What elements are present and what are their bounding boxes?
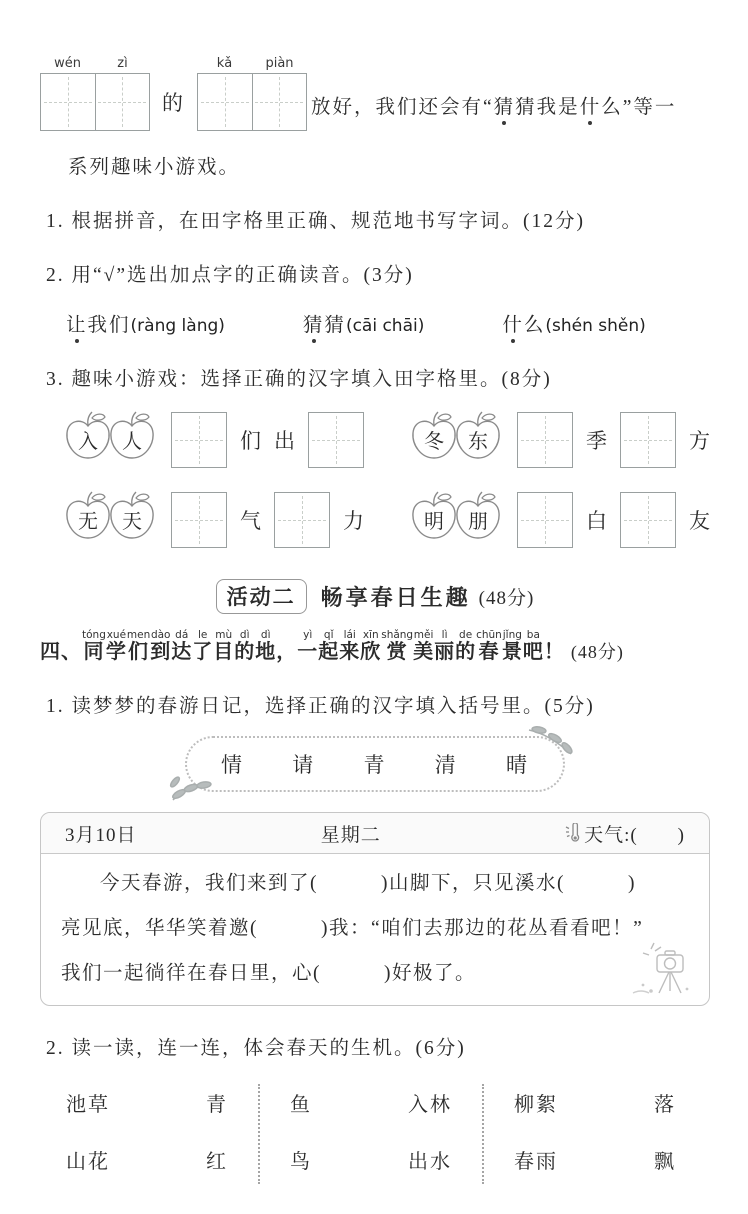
ruby-char: 四 bbox=[40, 641, 61, 663]
hanzi-char: 方 bbox=[689, 429, 710, 453]
intro-sentence bbox=[311, 91, 676, 119]
bank-character: 请 bbox=[292, 753, 316, 777]
match-word: 青 bbox=[206, 1094, 228, 1116]
answer-tianzige bbox=[620, 492, 676, 548]
hanzi-char: 猜 bbox=[303, 309, 325, 337]
writing-grid-word2 bbox=[197, 56, 307, 131]
leaf-decoration-icon bbox=[167, 760, 231, 804]
diary-weather bbox=[565, 820, 685, 847]
tianzige-grid bbox=[40, 73, 150, 131]
diary-weather-label: 天气:( ) bbox=[584, 824, 685, 846]
pinyin-syllable: zì bbox=[117, 56, 128, 71]
match-right-column bbox=[654, 1088, 676, 1174]
pinyin-syllable: kǎ bbox=[216, 56, 233, 71]
question-3-row bbox=[62, 409, 710, 471]
match-word: 池草 bbox=[66, 1094, 110, 1116]
ruby-char: 同tóng bbox=[82, 629, 106, 663]
match-word: 鱼 bbox=[290, 1094, 312, 1116]
ruby-char: 春chūn bbox=[476, 629, 502, 663]
ruby-char: 的de bbox=[455, 629, 477, 663]
diary-date: 3月10日 bbox=[65, 824, 137, 846]
word-bank-characters bbox=[185, 736, 565, 792]
ruby-char: 、 bbox=[61, 641, 82, 663]
pinyin-options: (ràng làng) bbox=[130, 316, 225, 336]
answer-tianzige bbox=[274, 492, 330, 548]
activity-badge: 活动二 bbox=[216, 579, 307, 614]
match-word: 山花 bbox=[66, 1151, 110, 1173]
tianzige-grid bbox=[197, 73, 307, 131]
writing-grid-word1 bbox=[40, 56, 150, 131]
ruby-char: 地dì bbox=[255, 629, 277, 663]
hanzi-choice-group bbox=[408, 489, 710, 551]
pinyin-label-word2 bbox=[197, 56, 307, 71]
pinyin-writing-row bbox=[40, 56, 710, 131]
tianzige-cell bbox=[41, 74, 95, 130]
svg-text:冬: 冬 bbox=[424, 431, 444, 453]
hanzi-char: 力 bbox=[343, 509, 364, 533]
tianzige-cell bbox=[198, 74, 252, 130]
pronunciation-item bbox=[303, 309, 424, 337]
diary-body bbox=[61, 869, 689, 989]
ruby-char: 到dào bbox=[150, 629, 172, 663]
activity-title: 畅享春日生趣 bbox=[320, 585, 471, 610]
match-word: 落 bbox=[654, 1094, 676, 1116]
ruby-char: 欣xīn bbox=[360, 629, 382, 663]
diary-header bbox=[41, 813, 709, 854]
match-group bbox=[258, 1084, 482, 1184]
pinyin-options: (cāi chāi) bbox=[345, 316, 425, 336]
intro-text-segment: 猜 bbox=[494, 91, 516, 119]
hanzi-char: 友 bbox=[689, 509, 710, 533]
svg-text:天: 天 bbox=[122, 511, 142, 533]
ruby-char: ， bbox=[276, 641, 298, 663]
match-word: 飘 bbox=[654, 1151, 676, 1173]
match-word: 红 bbox=[206, 1151, 228, 1173]
ruby-char: 景jǐng bbox=[501, 629, 523, 663]
svg-text:入: 入 bbox=[78, 431, 98, 453]
question-3-row bbox=[62, 489, 710, 551]
hanzi-char: 出 bbox=[274, 429, 295, 453]
bank-character: 晴 bbox=[506, 753, 529, 777]
diary-line: 亮见底，华华笑着邀( )我：“咱们去那边的花丛看看吧！” bbox=[61, 918, 644, 939]
hanzi-choice-group bbox=[62, 409, 364, 471]
hanzi-char: 们 bbox=[109, 315, 131, 336]
intro-text-segment: 什 bbox=[580, 91, 602, 119]
hanzi-char: 季 bbox=[586, 429, 607, 453]
matching-exercise bbox=[66, 1084, 706, 1184]
answer-tianzige bbox=[308, 412, 364, 468]
svg-text:明: 明 bbox=[424, 511, 444, 533]
question-1-label: 1. 根据拼音，在田字格里正确、规范地书写字词。(12分) bbox=[46, 211, 585, 232]
camera-sketch-decoration bbox=[627, 941, 697, 999]
hanzi-choice-group bbox=[408, 409, 710, 471]
ruby-char: 吧ba bbox=[522, 629, 544, 663]
ruby-char: 们men bbox=[126, 629, 151, 663]
apple-choice-icon bbox=[408, 489, 504, 551]
apple-choice-icon bbox=[62, 489, 158, 551]
ruby-char: 了le bbox=[192, 629, 214, 663]
question-4-sentence bbox=[40, 630, 710, 664]
word-bank bbox=[185, 736, 565, 792]
match-left-column bbox=[290, 1088, 312, 1174]
match-left-column bbox=[514, 1088, 558, 1174]
svg-text:东: 东 bbox=[468, 431, 488, 453]
match-group bbox=[482, 1084, 706, 1184]
question-2-items bbox=[66, 309, 710, 337]
ruby-char: 赏shǎng bbox=[381, 629, 414, 663]
answer-tianzige bbox=[517, 492, 573, 548]
bank-character: 清 bbox=[434, 753, 458, 777]
ruby-char: 的dì bbox=[234, 629, 256, 663]
svg-text:朋: 朋 bbox=[468, 511, 488, 533]
match-left-column bbox=[66, 1088, 110, 1174]
connector-char: 的 bbox=[162, 91, 185, 115]
hanzi-char: 白 bbox=[586, 509, 607, 533]
apple-choice-icon bbox=[62, 409, 158, 471]
match-right-column bbox=[206, 1088, 228, 1174]
answer-tianzige bbox=[517, 412, 573, 468]
intro-sentence-line2: 系列趣味小游戏。 bbox=[68, 157, 241, 178]
ruby-char: 起qǐ bbox=[318, 629, 340, 663]
match-group bbox=[66, 1084, 258, 1184]
match-word: 入林 bbox=[408, 1094, 452, 1116]
ruby-char: ！ bbox=[543, 641, 565, 663]
hanzi-char: 们 bbox=[240, 429, 261, 453]
pinyin-syllable: piàn bbox=[265, 56, 294, 71]
hanzi-char: 我 bbox=[87, 315, 110, 336]
ruby-char: 丽lì bbox=[434, 629, 456, 663]
diary-box bbox=[40, 812, 710, 1006]
hanzi-char: 让 bbox=[66, 309, 88, 337]
question-2-label: 2. 用“√”选出加点字的正确读音。(3分) bbox=[46, 265, 414, 286]
pinyin-options: (shén shěn) bbox=[545, 316, 646, 336]
activity-2-header bbox=[40, 579, 710, 614]
activity-score: (48分) bbox=[478, 588, 535, 609]
diary-weekday: 星期二 bbox=[320, 824, 381, 846]
svg-text:无: 无 bbox=[78, 511, 98, 533]
answer-tianzige bbox=[171, 492, 227, 548]
ruby-char: 一yì bbox=[297, 629, 319, 663]
intro-text-segment: 么”等一 bbox=[601, 97, 677, 118]
hanzi-char: 猜 bbox=[324, 315, 346, 336]
intro-text-segment: 放好，我们还会有“ bbox=[311, 97, 494, 118]
match-word: 柳絮 bbox=[514, 1094, 558, 1116]
pronunciation-item bbox=[66, 309, 225, 337]
match-word: 春雨 bbox=[514, 1151, 558, 1173]
ruby-char: 目mù bbox=[213, 629, 235, 663]
hanzi-char: 什 bbox=[502, 309, 524, 337]
diary-line: 我们一起徜徉在春日里，心( )好极了。 bbox=[61, 963, 476, 984]
leaf-decoration-icon bbox=[525, 720, 581, 762]
bank-character: 青 bbox=[363, 753, 387, 777]
ruby-char: 达dá bbox=[171, 629, 193, 663]
bank-character: 情 bbox=[221, 753, 244, 777]
answer-tianzige bbox=[620, 412, 676, 468]
thermometer-icon bbox=[565, 823, 580, 843]
ruby-char: 来lái bbox=[339, 629, 361, 663]
match-right-column bbox=[408, 1088, 452, 1174]
question-4-2-label: 2. 读一读，连一连，体会春天的生机。(6分) bbox=[46, 1038, 466, 1059]
ruby-char: 美měi bbox=[413, 629, 435, 663]
hanzi-char: 气 bbox=[240, 509, 261, 533]
ruby-char: 学xué bbox=[105, 629, 127, 663]
pronunciation-item bbox=[502, 309, 645, 337]
apple-choice-icon bbox=[408, 409, 504, 471]
question-3-label: 3. 趣味小游戏：选择正确的汉字填入田字格里。(8分) bbox=[46, 369, 552, 390]
question-4-1-label: 1. 读梦梦的春游日记，选择正确的汉字填入括号里。(5分) bbox=[46, 696, 595, 717]
svg-text:人: 人 bbox=[122, 431, 142, 453]
tianzige-cell bbox=[95, 74, 150, 130]
tianzige-cell bbox=[252, 74, 307, 130]
question-4-score: (48分) bbox=[570, 642, 624, 662]
hanzi-char: 么 bbox=[523, 315, 546, 336]
intro-text-segment: 猜我是 bbox=[515, 97, 580, 118]
diary-line: 今天春游，我们来到了( )山脚下，只见溪水( ) bbox=[100, 873, 636, 894]
match-word: 出水 bbox=[408, 1151, 452, 1173]
answer-tianzige bbox=[171, 412, 227, 468]
pinyin-syllable: wén bbox=[54, 56, 81, 71]
pinyin-label-word1 bbox=[40, 56, 150, 71]
match-word: 鸟 bbox=[290, 1151, 312, 1173]
hanzi-choice-group bbox=[62, 489, 364, 551]
